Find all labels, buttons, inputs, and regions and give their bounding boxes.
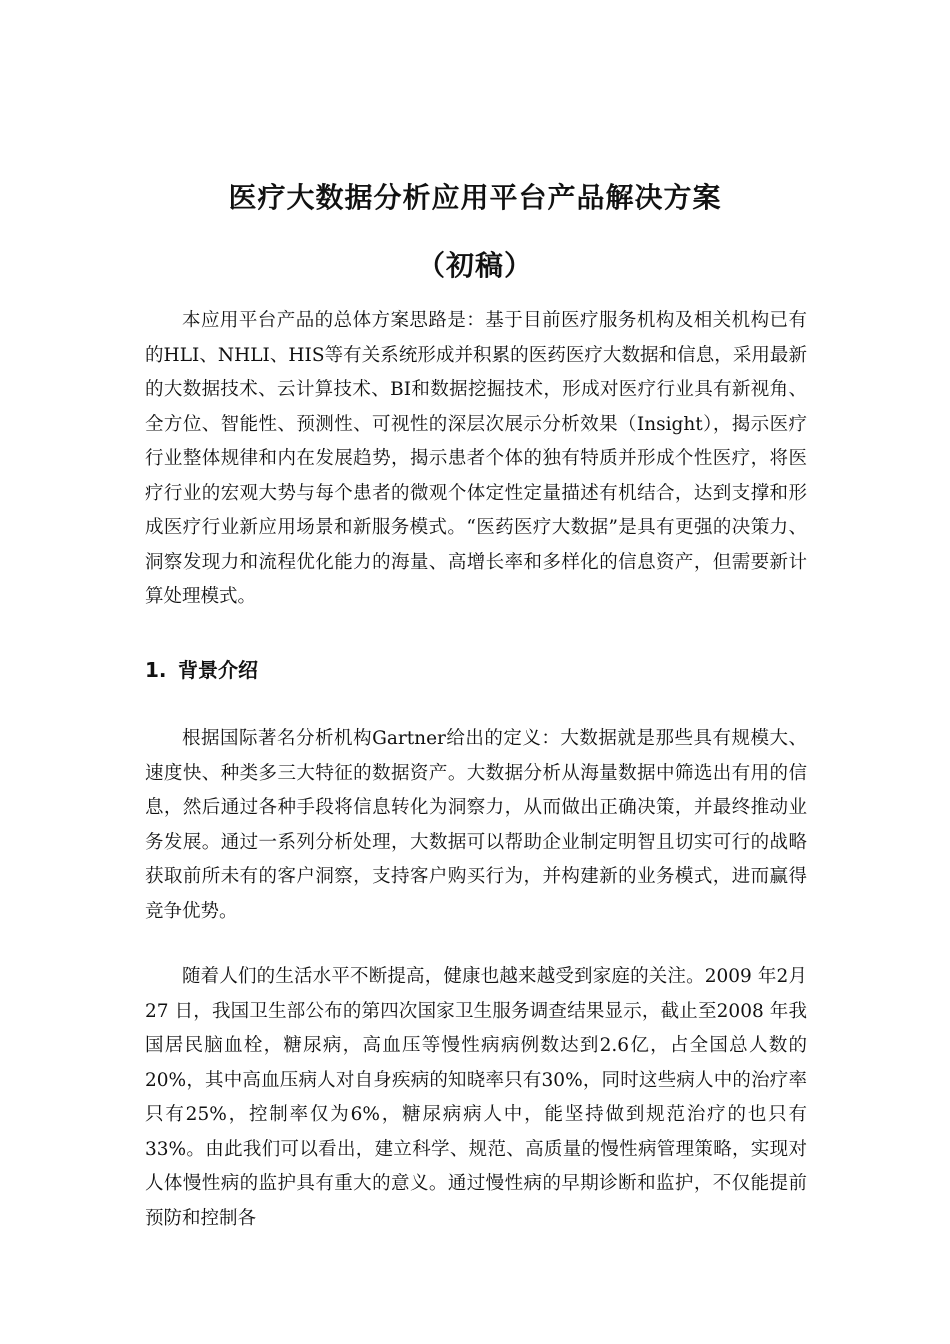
document-title: 医疗大数据分析应用平台产品解决方案 <box>228 181 722 214</box>
section-heading-background <box>145 653 258 687</box>
document-subtitle: （初稿） <box>416 249 533 282</box>
section-number: 1. <box>145 658 167 682</box>
section-title: 背景介绍 <box>178 658 258 682</box>
background-paragraph-gartner: 根据国际著名分析机构Gartner给出的定义：大数据就是那些具有规模大、速度快、种类多三大特征的数据资产。大数据分析从海量数据中筛选出有用的信息，然后通过各种手段将信息转化为洞察力，从而做出正确决策，并最终推动业务发展。通过一系列分析处理，大数据可以帮助企业制定明智且切实可行的战略获取前所未有的客户洞察，支持客户购买行为，并构建新的业务模式，进而赢得竞争优势。 <box>145 728 807 922</box>
intro-paragraph: 本应用平台产品的总体方案思路是：基于目前医疗服务机构及相关机构已有的HLI、NHLI、HIS等有关系统形成并积累的医药医疗大数据和信息，采用最新的大数据技术、云计算技术、BI和数据挖掘技术，形成对医疗行业具有新视角、全方位、智能性、预测性、可视性的深层次展示分析效果（Insight），揭示医疗行业整体规律和内在发展趋势，揭示患者个体的独有特质并形成个性医疗，将医疗行业的宏观大势与每个患者的微观个体定性定量描述有机结合，达到支撑和形成医疗行业新应用场景和新服务模式。“医药医疗大数据”是具有更强的决策力、洞察发现力和流程优化能力的海量、高增长率和多样化的信息资产，但需要新计算处理模式。 <box>145 310 807 607</box>
background-paragraph-chronic-disease: 随着人们的生活水平不断提高，健康也越来越受到家庭的关注。2009 年2月27 日，我国卫生部公布的第四次国家卫生服务调查结果显示，截止至2008 年我国居民脑血栓，糖尿病，高血压等慢性病病例数达到2.6亿，占全国总人数的20%，其中高血压病人对自身疾病的知晓率只有30%，同时这些病人中的治疗率只有25%，控制率仅为6%，糖尿病病人中，能坚持做到规范治疗的也只有33%。由此我们可以看出，建立科学、规范、高质量的慢性病管理策略，实现对人体慢性病的监护具有重大的意义。通过慢性病的早期诊断和监护，不仅能提前预防和控制各 <box>145 966 807 1229</box>
